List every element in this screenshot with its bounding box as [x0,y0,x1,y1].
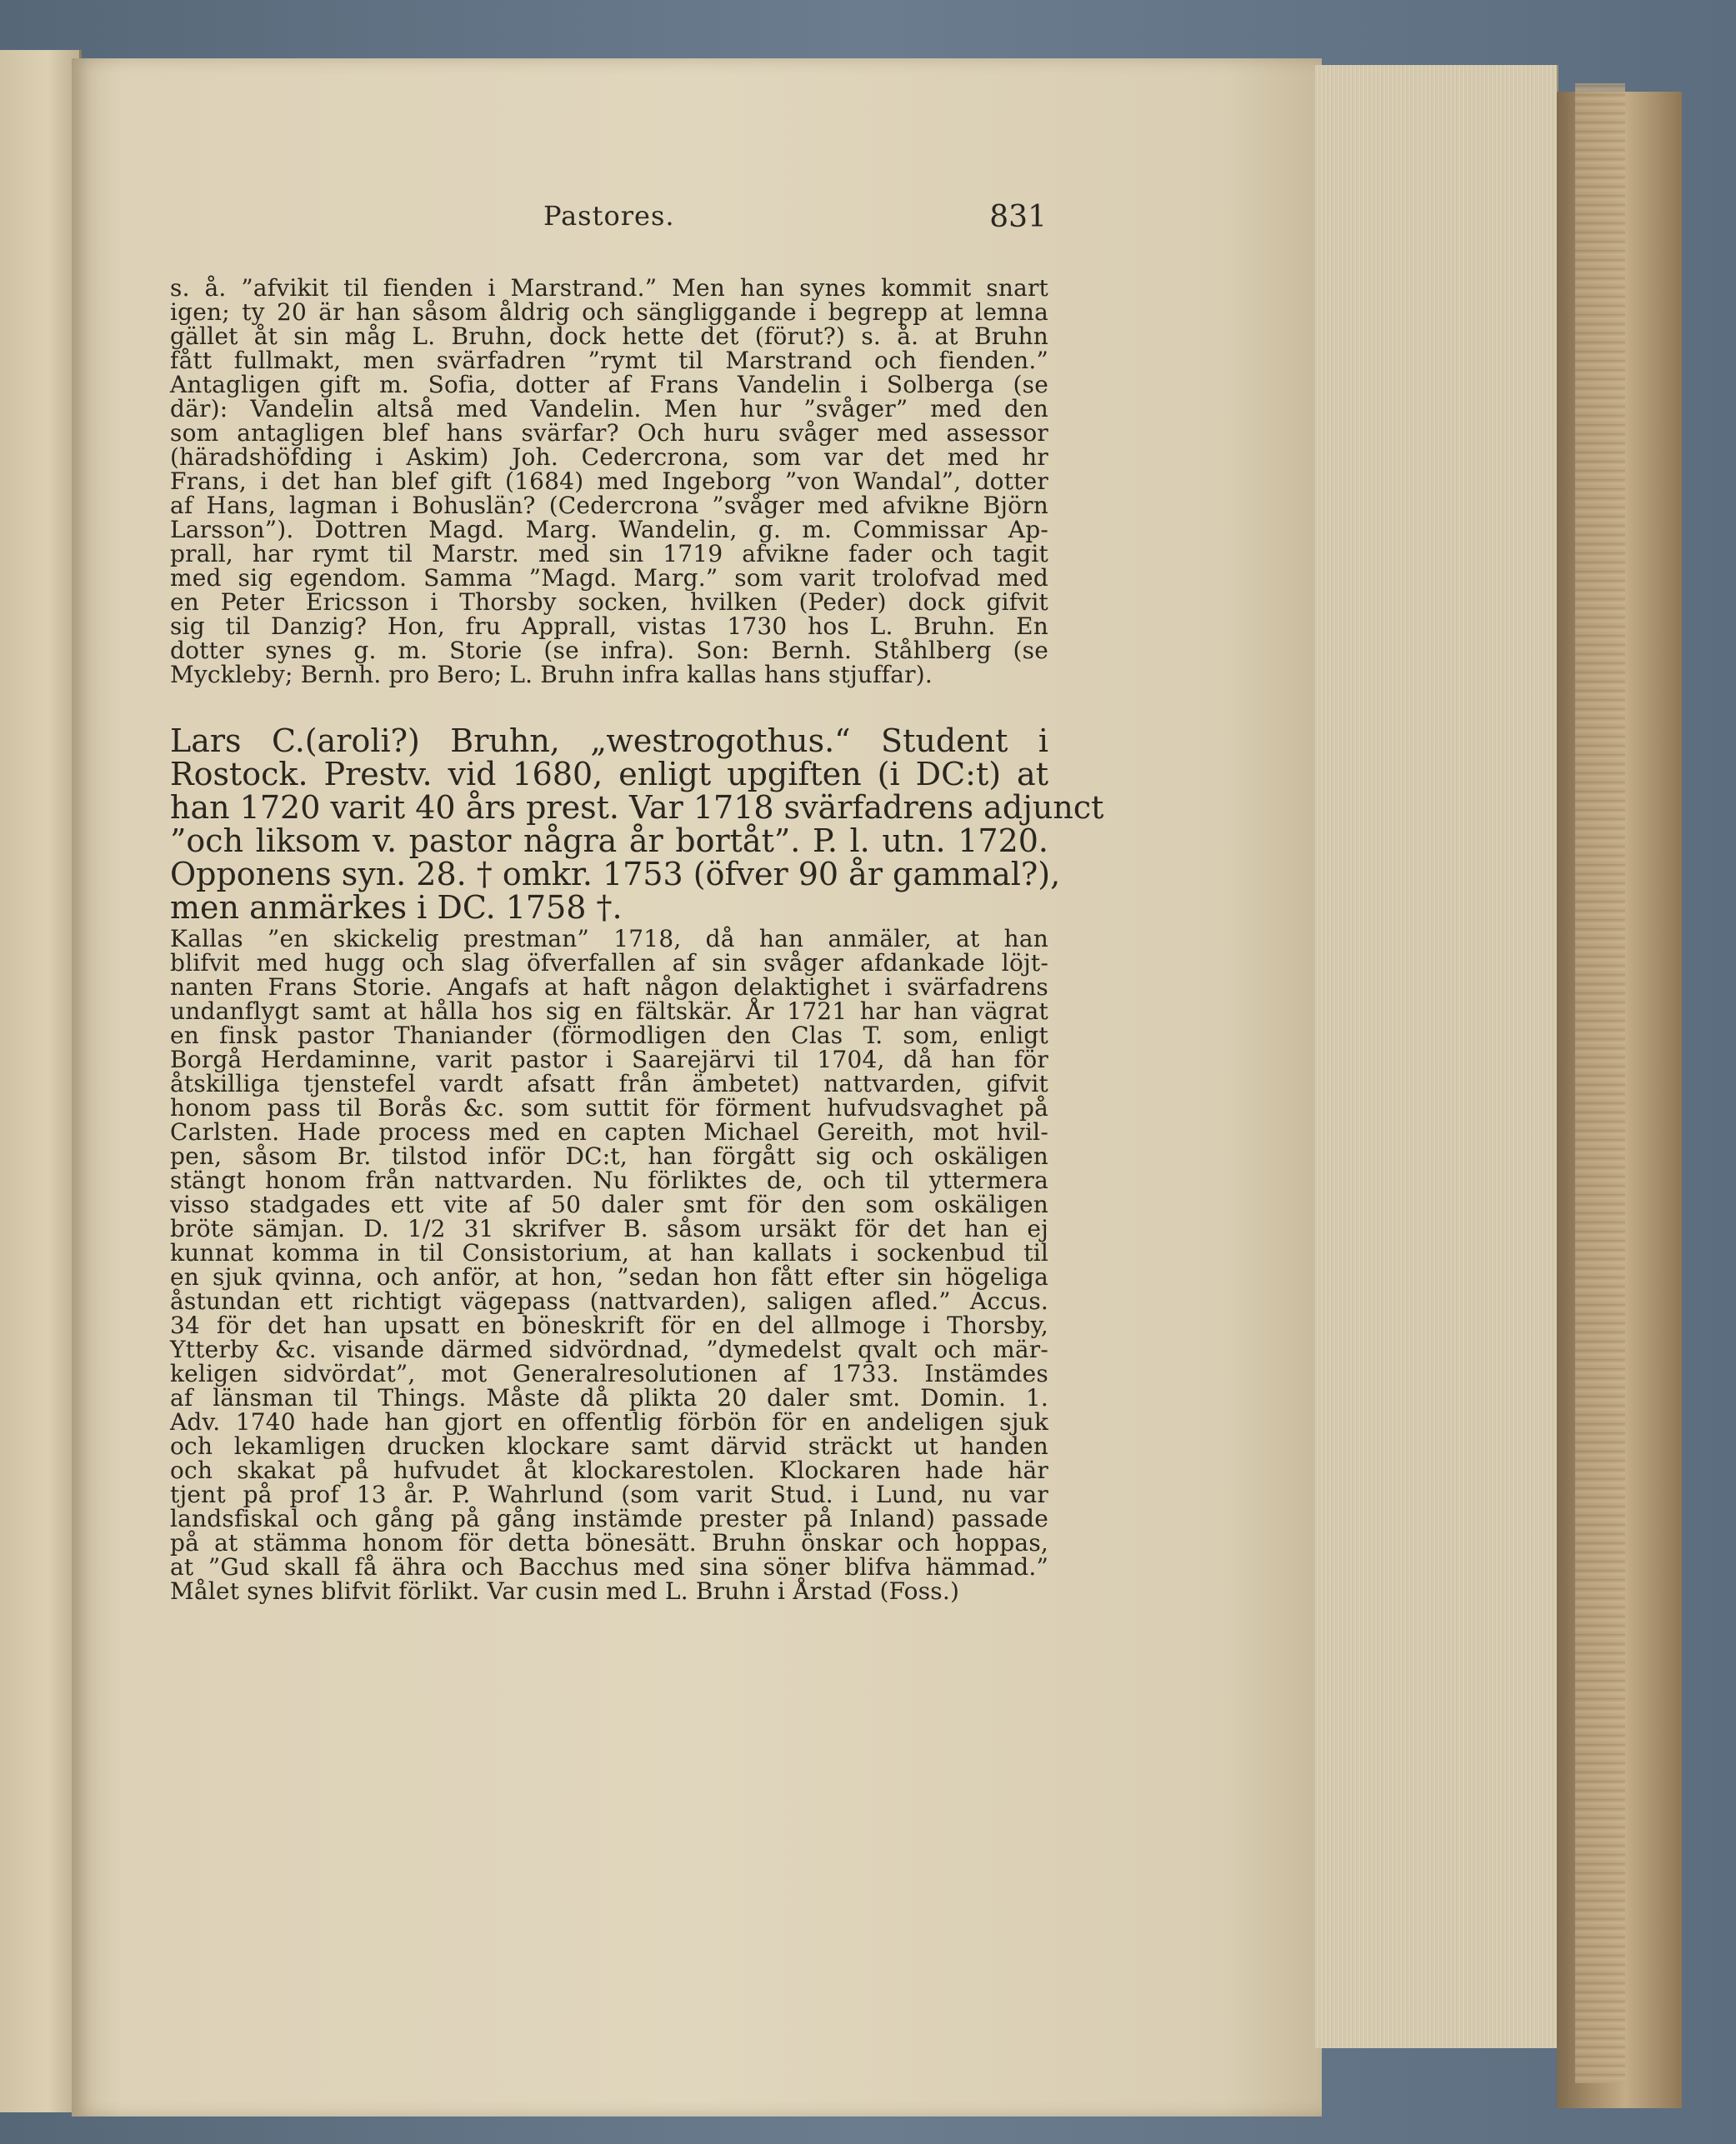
text-line: igen; ty 20 är han såsom åldrig och sängliggande i begrepp at lemna [170,298,1048,326]
running-title: Pastores. [543,200,675,232]
text-line: af Hans, lagman i Bohuslän? (Cedercrona ”svåger med afvikne Björn [170,492,1048,519]
text-line: Frans, i det han blef gift (1684) med Ingeborg ”von Wandal”, dotter [170,467,1048,495]
text-line: undanflygt samt at hålla hos sig en fältskär. År 1721 har han vägrat [170,997,1048,1025]
entry-line: Rostock. Prestv. vid 1680, enligt upgiften (i DC:t) at [170,756,1048,792]
page-text [170,274,1104,1605]
entry-line: Lars C.(aroli?) Bruhn, „westrogothus.“ Student i [170,722,1048,759]
text-line: landsfiskal och gång på gång instämde prester på Inland) passade [170,1505,1048,1532]
text-line: tjent på prof 13 år. P. Wahrlund (som varit Stud. i Lund, nu var [170,1481,1048,1508]
text-line: Larsson”). Dottren Magd. Marg. Wandelin, g. m. Commissar Ap- [170,516,1048,543]
marbled-endpaper [1575,83,1625,2083]
text-line: at ”Gud skall få ähra och Bacchus med sina söner blifva hämmad.” [170,1553,1048,1581]
text-line: prall, har rymt til Marstr. med sin 1719 afvikne fader och tagit [170,540,1048,567]
text-line: en sjuk qvinna, och anför, at hon, ”sedan hon fått efter sin högeliga [170,1263,1048,1291]
text-line: keligen sidvördat”, mot Generalresolutionen af 1733. Instämdes [170,1360,1048,1387]
text-line: sig til Danzig? Hon, fru Apprall, vistas 1730 hos L. Bruhn. En [170,612,1048,640]
text-line: Ytterby &c. visande därmed sidvördnad, ”dymedelst qvalt och mär- [170,1336,1048,1363]
page-number: 831 [989,200,1047,234]
text-line: åstundan ett richtigt vägepass (nattvarden), saligen afled.” Accus. [170,1287,1048,1315]
text-line: (häradshöfding i Askim) Joh. Cedercrona, som var det med hr [170,443,1048,471]
text-line: och skakat på hufvudet åt klockarestolen. Klockaren hade här [170,1457,1048,1484]
text-line: åtskilliga tjenstefel vardt afsatt från ämbetet) nattvarden, gifvit [170,1070,1048,1097]
text-line: 34 för det han upsatt en böneskrift för en del allmoge i Thorsby, [170,1312,1048,1339]
text-line: med sig egendom. Samma ”Magd. Marg.” som varit trolofvad med [170,564,1048,592]
text-line: på at stämma honom för detta bönesätt. Bruhn önskar och hoppas, [170,1529,1048,1557]
paragraph-2 [170,927,1048,1604]
text-line: visso stadgades ett vite af 50 daler smt för den som oskäligen [170,1191,1048,1218]
text-line: gället åt sin måg L. Bruhn, dock hette det (förut?) s. å. at Bruhn [170,322,1048,350]
text-line: bröte sämjan. D. 1/2 31 skrifver B. såsom ursäkt för det han ej [170,1215,1048,1242]
text-line: Borgå Herdaminne, varit pastor i Saarejärvi til 1704, då han för [170,1046,1048,1073]
entry-line: ”och liksom v. pastor några år bortåt”. P. l. utn. 1720. [170,822,1048,859]
text-line: som antagligen blef hans svärfar? Och huru svåger med assessor [170,419,1048,447]
text-line: s. å. ”afvikit til fienden i Marstrand.” Men han synes kommit snart [170,274,1048,302]
text-line: en Peter Ericsson i Thorsby socken, hvilken (Peder) dock gifvit [170,588,1048,616]
text-line: fått fullmakt, men svärfadren ”rymt til Marstrand och fienden.” [170,347,1048,374]
page-header [530,200,1047,250]
entry-line: Opponens syn. 28. † omkr. 1753 (öfver 90 år gammal?), [170,856,1061,892]
text-line: Myckleby; Bernh. pro Bero; L. Bruhn infra kallas hans stjuffar). [170,661,933,688]
entry-heading-block [170,722,1104,926]
entry-line: men anmärkes i DC. 1758 †. [170,889,623,926]
text-line: Carlsten. Hade process med en capten Michael Gereith, mot hvil- [170,1118,1048,1146]
text-line: en finsk pastor Thaniander (förmodligen den Clas T. som, enligt [170,1022,1048,1049]
text-line: Kallas ”en skickelig prestman” 1718, då han anmäler, at han [170,925,1048,952]
text-line: kunnat komma in til Consistorium, at han kallats i sockenbud til [170,1239,1048,1267]
text-line: Målet synes blifvit förlikt. Var cusin med L. Bruhn i Årstad (Foss.) [170,1577,960,1605]
text-line: Antagligen gift m. Sofia, dotter af Frans Vandelin i Solberga (se [170,371,1048,398]
text-line: nanten Frans Storie. Angafs at haft någon delaktighet i svärfadrens [170,973,1048,1001]
paragraph-1 [170,274,1048,688]
entry-line: han 1720 varit 40 års prest. Var 1718 svärfadrens adjunct [170,789,1104,826]
text-line: stängt honom från nattvarden. Nu förliktes de, och til yttermera [170,1167,1048,1194]
facing-page-edge [0,50,82,2112]
text-line: pen, såsom Br. tilstod inför DC:t, han förgått sig och oskäligen [170,1142,1048,1170]
page-block-edges [1315,65,1558,2048]
text-line: där): Vandelin altså med Vandelin. Men hur ”svåger” med den [170,395,1048,422]
text-line: dotter synes g. m. Storie (se infra). Son: Bernh. Ståhlberg (se [170,637,1048,664]
text-line: Adv. 1740 hade han gjort en offentlig förbön för en andeligen sjuk [170,1408,1048,1436]
text-line: af länsman til Things. Måste då plikta 20 daler smt. Domin. 1. [170,1384,1048,1412]
text-line: blifvit med hugg och slag öfverfallen af sin svåger afdankade löjt- [170,949,1048,977]
text-line: och lekamligen drucken klockare samt därvid sträckt ut handen [170,1432,1048,1460]
text-line: honom pass til Borås &c. som suttit för förment hufvudsvaghet på [170,1094,1048,1122]
